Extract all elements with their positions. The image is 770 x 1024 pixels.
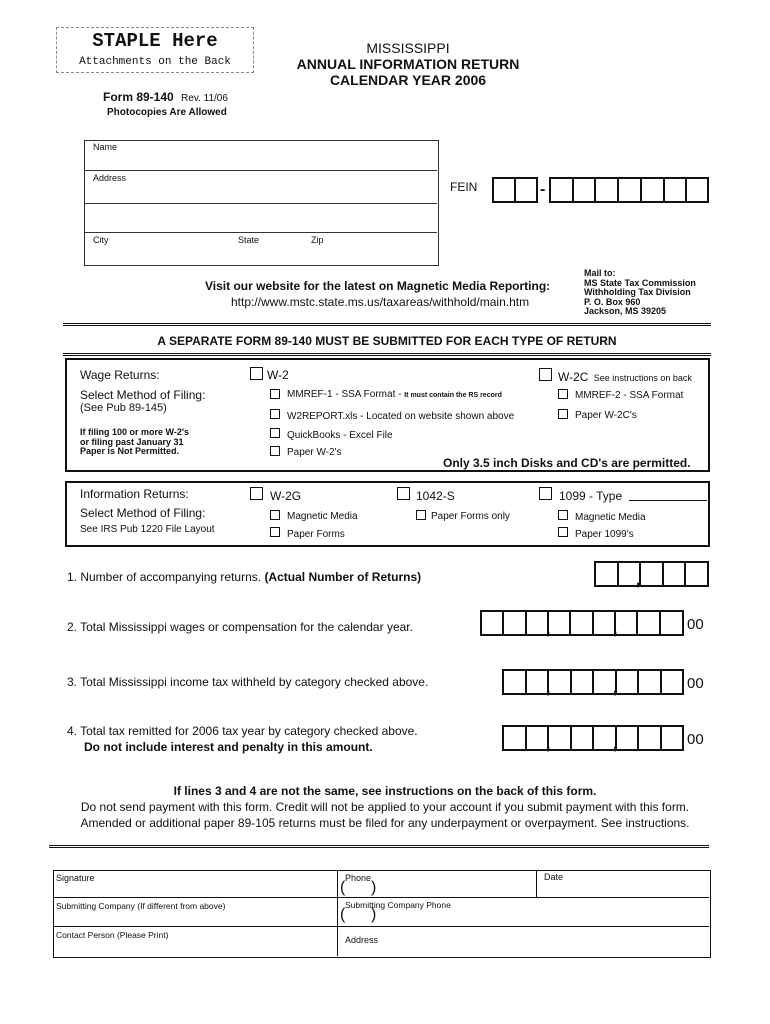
phone-label: Phone xyxy=(345,873,372,883)
1099-checkbox[interactable] xyxy=(539,487,552,500)
1099-magnetic-label: Magnetic Media xyxy=(575,512,646,523)
line1-boxes[interactable] xyxy=(594,561,709,587)
paper-w2c-label: Paper W-2C's xyxy=(575,410,637,421)
wage-note-line3: Paper is Not Permitted. xyxy=(80,446,180,456)
website-heading: Visit our website for the latest on Magnetic Media Reporting: xyxy=(205,279,551,293)
wage-note-line2: or filing past January 31 xyxy=(80,436,184,447)
w2g-checkbox[interactable] xyxy=(250,487,263,500)
1042s-label: 1042-S xyxy=(416,489,455,503)
date-label: Date xyxy=(544,872,564,882)
info-pub: See IRS Pub 1220 File Layout xyxy=(80,524,215,535)
separate-notice: A SEPARATE FORM 89-140 MUST BE SUBMITTED FOR EACH TYPE OF RETURN xyxy=(157,334,617,348)
address-field-2[interactable] xyxy=(84,204,437,233)
mmref1-text: MMREF-1 - SSA Format - xyxy=(287,389,402,400)
line2-comma: , xyxy=(613,621,618,638)
line2-cents: 00 xyxy=(687,616,704,633)
w2c-note: See instructions on back xyxy=(593,373,692,383)
signature-label: Signature xyxy=(56,873,95,883)
state-label: State xyxy=(238,235,260,245)
w2report-checkbox[interactable] xyxy=(270,409,280,419)
w2g-paper-label: Paper Forms xyxy=(287,529,345,540)
address-field[interactable] xyxy=(84,171,437,204)
info-title: Information Returns: xyxy=(80,487,189,501)
address-field-signature[interactable] xyxy=(338,927,708,955)
mail-line1: Mail to: xyxy=(584,268,616,278)
quickbooks-label: QuickBooks - Excel File xyxy=(287,430,393,441)
city-state-zip-field[interactable] xyxy=(84,233,437,264)
1099-type-field[interactable] xyxy=(629,500,707,501)
wage-method: Select Method of Filing: xyxy=(80,388,206,402)
company-phone-paren-close: ) xyxy=(371,906,377,923)
fein-prefix-boxes[interactable] xyxy=(492,177,538,203)
paper-w2-label: Paper W-2's xyxy=(287,447,342,458)
staple-subtitle: Attachments on the Back xyxy=(79,56,231,68)
w2g-magnetic-checkbox[interactable] xyxy=(270,510,280,520)
mmref1-label xyxy=(287,389,502,400)
w2g-paper-checkbox[interactable] xyxy=(270,527,280,537)
1099-paper-label: Paper 1099's xyxy=(575,529,634,540)
fein-label: FEIN xyxy=(450,180,478,194)
w2g-magnetic-label: Magnetic Media xyxy=(287,511,358,522)
note-amended: Amended or additional paper 89-105 returns must be filed for any underpayment or overpayment. See instructions. xyxy=(80,816,690,830)
company-phone-label: Submitting Company Phone xyxy=(345,900,451,910)
mail-line3: Withholding Tax Division xyxy=(584,287,691,297)
line3-comma: , xyxy=(546,680,551,697)
line4-subtext: Do not include interest and penalty in this amount. xyxy=(84,740,373,754)
line1-emphasis: (Actual Number of Returns) xyxy=(264,570,422,584)
w2-label: W-2 xyxy=(267,368,289,382)
header-year: CALENDAR YEAR 2006 xyxy=(329,72,487,88)
signature-field[interactable] xyxy=(54,871,336,896)
line2-comma: , xyxy=(546,621,551,638)
fein-dash: - xyxy=(540,181,546,198)
wage-pub: (See Pub 89-145) xyxy=(80,402,167,414)
mmref2-checkbox[interactable] xyxy=(558,389,568,399)
line1-comma: , xyxy=(636,572,641,589)
header-title: ANNUAL INFORMATION RETURN xyxy=(296,56,520,72)
1099-paper-checkbox[interactable] xyxy=(558,527,568,537)
line4-comma: , xyxy=(546,736,551,753)
line3-comma: , xyxy=(613,680,618,697)
w2c-label-text: W-2C xyxy=(558,370,589,384)
fein-suffix-boxes[interactable] xyxy=(549,177,709,203)
wage-note xyxy=(80,428,189,457)
address-label: Address xyxy=(93,173,127,183)
address-label-signature: Address xyxy=(345,935,379,945)
line4-label: 4. Total tax remitted for 2006 tax year by category checked above. xyxy=(67,724,418,738)
company-label: Submitting Company (If different from above) xyxy=(56,901,226,911)
line4-cents: 00 xyxy=(687,731,704,748)
phone-paren-close: ) xyxy=(371,879,377,896)
line3-boxes[interactable] xyxy=(502,669,684,695)
1042s-paper-checkbox[interactable] xyxy=(416,510,426,520)
mmref2-label: MMREF-2 - SSA Format xyxy=(575,390,684,401)
disks-note: Only 3.5 inch Disks and CD's are permitted. xyxy=(443,456,691,470)
form-number-line xyxy=(103,90,228,104)
1099-magnetic-checkbox[interactable] xyxy=(558,510,568,520)
mail-line2: MS State Tax Commission xyxy=(584,277,696,288)
wage-title: Wage Returns: xyxy=(80,368,160,382)
mail-block xyxy=(584,269,696,317)
line1-text: 1. Number of accompanying returns. xyxy=(67,570,265,584)
zip-label: Zip xyxy=(311,235,324,245)
note-lines-match: If lines 3 and 4 are not the same, see instructions on the back of this form. xyxy=(173,784,597,798)
divider xyxy=(49,845,709,848)
city-label: City xyxy=(93,235,109,245)
name-label: Name xyxy=(93,142,118,152)
header-state: MISSISSIPPI xyxy=(366,40,450,56)
contact-label: Contact Person (Please Print) xyxy=(56,930,169,940)
paper-w2-checkbox[interactable] xyxy=(270,446,280,456)
line2-label: 2. Total Mississippi wages or compensation for the calendar year. xyxy=(67,620,413,634)
staple-box xyxy=(56,27,254,73)
line3-cents: 00 xyxy=(687,675,704,692)
paper-w2c-checkbox[interactable] xyxy=(558,409,568,419)
mmref1-checkbox[interactable] xyxy=(270,389,280,399)
form-rev: Rev. 11/06 xyxy=(181,93,228,104)
mmref1-note: It must contain the RS record xyxy=(404,392,502,399)
divider xyxy=(63,323,711,326)
w2c-checkbox[interactable] xyxy=(539,368,552,381)
divider xyxy=(63,353,711,356)
form-number: Form 89-140 xyxy=(103,90,174,104)
1042s-checkbox[interactable] xyxy=(397,487,410,500)
line4-comma: , xyxy=(613,736,618,753)
line1-label xyxy=(67,570,421,584)
staple-title: STAPLE Here xyxy=(92,30,218,52)
1099-label: 1099 - Type xyxy=(559,489,623,503)
quickbooks-checkbox[interactable] xyxy=(270,428,280,438)
company-phone-paren-open: ( xyxy=(340,906,346,923)
wage-note-line1: If filing 100 or more W-2's xyxy=(80,427,189,437)
w2-checkbox[interactable] xyxy=(250,367,263,380)
photocopies-note: Photocopies Are Allowed xyxy=(107,107,227,118)
name-field[interactable] xyxy=(84,140,437,171)
note-no-payment: Do not send payment with this form. Credit will not be applied to your account if you submit payment with this form. xyxy=(80,800,690,814)
mail-line5: Jackson, MS 39205 xyxy=(584,306,667,316)
w2report-label: W2REPORT.xls - Located on website shown above xyxy=(287,411,515,422)
w2g-label: W-2G xyxy=(270,489,302,503)
phone-paren-open: ( xyxy=(340,879,346,896)
line3-label: 3. Total Mississippi income tax withheld by category checked above. xyxy=(67,675,429,689)
line4-boxes[interactable] xyxy=(502,725,684,751)
info-method: Select Method of Filing: xyxy=(80,506,206,520)
w2c-label xyxy=(558,370,692,384)
website-url[interactable]: http://www.mstc.state.ms.us/taxareas/withhold/main.htm xyxy=(231,295,530,309)
1042s-paper-label: Paper Forms only xyxy=(431,511,510,522)
line2-boxes[interactable] xyxy=(480,610,684,636)
mail-line4: P. O. Box 960 xyxy=(584,296,641,307)
